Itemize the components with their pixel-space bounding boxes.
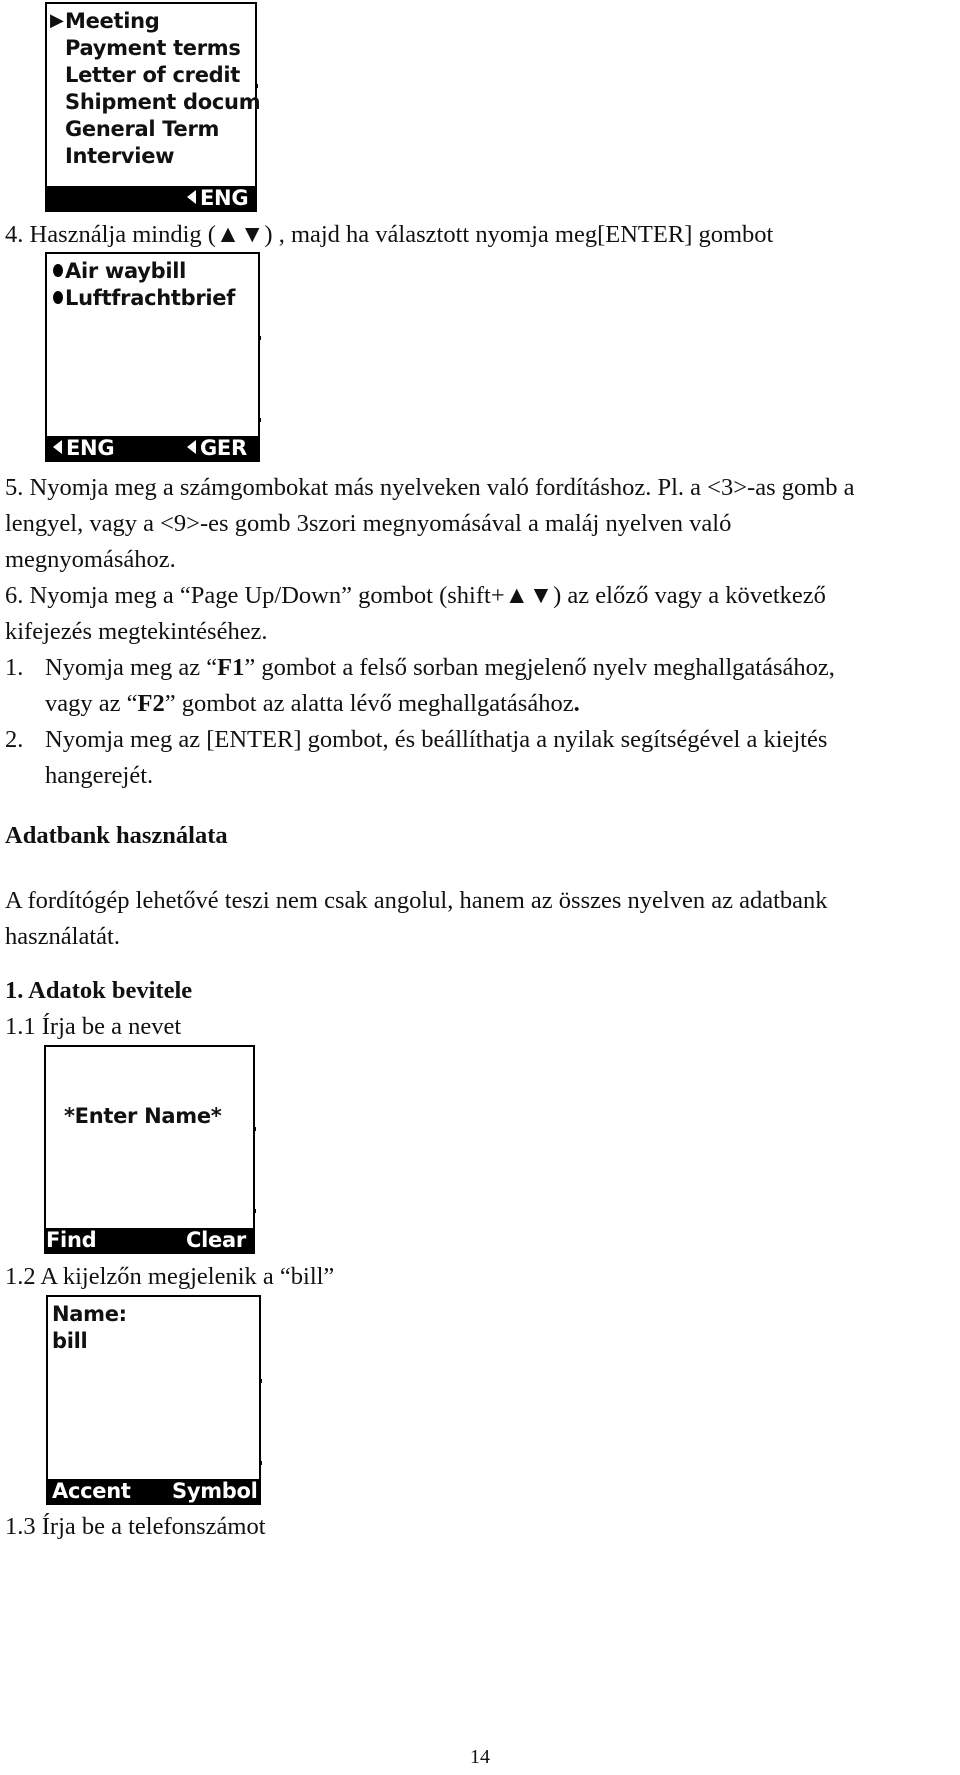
phrase-german: Luftfrachtbrief <box>65 286 236 310</box>
item-2-line-1: Nyomja meg az [ENTER] gombot, és beállíthatja a nyilak segítségével a kiejtés <box>45 726 828 753</box>
pointer-icon: ▶ <box>50 10 64 31</box>
symbol-softkey[interactable]: Symbol <box>172 1479 258 1503</box>
section-heading: Adatbank használata <box>5 822 228 849</box>
list-item[interactable]: Letter of credit <box>65 63 241 87</box>
bullet-icon <box>53 264 63 277</box>
item-1-number: 1. <box>5 654 24 681</box>
speaker-icon <box>187 440 196 454</box>
bullet-icon <box>53 291 63 304</box>
step-1-3: 1.3 Írja be a telefonszámot <box>5 1513 266 1540</box>
list-item[interactable]: Meeting <box>65 9 160 33</box>
step-1-2: 1.2 A kijelzőn megjelenik a “bill” <box>5 1263 335 1290</box>
item-2-number: 2. <box>5 726 24 753</box>
list-item[interactable]: General Term <box>65 117 220 141</box>
device-screen-enter-name <box>44 1045 255 1254</box>
speaker-icon <box>187 190 196 204</box>
softkey-ger[interactable]: GER <box>187 436 247 460</box>
device-screen-name-entry <box>46 1295 261 1505</box>
softkey-bar <box>48 1479 259 1503</box>
sub-heading: 1. Adatok bevitele <box>5 977 193 1004</box>
clear-softkey[interactable]: Clear <box>186 1228 246 1252</box>
para-6-line-1: 6. Nyomja meg a “Page Up/Down” gombot (shift+▲▼) az előző vagy a következő <box>5 582 826 609</box>
para-6-line-2: kifejezés megtekintéséhez. <box>5 618 268 645</box>
list-item[interactable]: Payment terms <box>65 36 241 60</box>
softkey-bar <box>47 186 255 210</box>
device-screen-phrase <box>45 252 260 462</box>
step-4: 4. Használja mindig (▲▼) , majd ha választott nyomja meg[ENTER] gombot <box>5 221 774 248</box>
enter-name-prompt: *Enter Name* <box>64 1104 222 1128</box>
list-item[interactable]: Shipment docum <box>65 90 261 114</box>
name-value[interactable]: bill <box>52 1329 88 1353</box>
softkey-eng[interactable]: ENG <box>187 186 248 210</box>
para-5-line-3: megnyomásához. <box>5 546 176 573</box>
para-5-line-1: 5. Nyomja meg a számgombokat más nyelveken való fordításhoz. Pl. a <3>-as gomb a <box>5 474 855 501</box>
step-1-1: 1.1 Írja be a nevet <box>5 1013 182 1040</box>
softkey-bar <box>47 436 258 460</box>
intro-line-2: használatát. <box>5 923 120 950</box>
name-label: Name: <box>52 1302 127 1326</box>
item-1-line-1: Nyomja meg az “F1” gombot a felső sorban megjelenő nyelv meghallgatásához, <box>45 654 835 681</box>
speaker-icon <box>53 440 62 454</box>
list-item[interactable]: Interview <box>65 144 175 168</box>
softkey-bar <box>46 1228 253 1252</box>
item-2-line-2: hangerejét. <box>45 762 154 789</box>
intro-line-1: A fordítógép lehetővé teszi nem csak angolul, hanem az összes nyelven az adatbank <box>5 887 828 914</box>
page-number: 14 <box>470 1746 490 1768</box>
softkey-eng[interactable]: ENG <box>53 436 114 460</box>
para-5-line-2: lengyel, vagy a <9>-es gomb 3szori megnyomásával a maláj nyelven való <box>5 510 732 537</box>
item-1-line-2: vagy az “F2” gombot az alatta lévő meghallgatásához. <box>45 690 580 717</box>
phrase-english: Air waybill <box>65 259 187 283</box>
device-screen-topics <box>45 2 261 212</box>
accent-softkey[interactable]: Accent <box>52 1479 131 1503</box>
find-softkey[interactable]: Find <box>46 1228 97 1252</box>
